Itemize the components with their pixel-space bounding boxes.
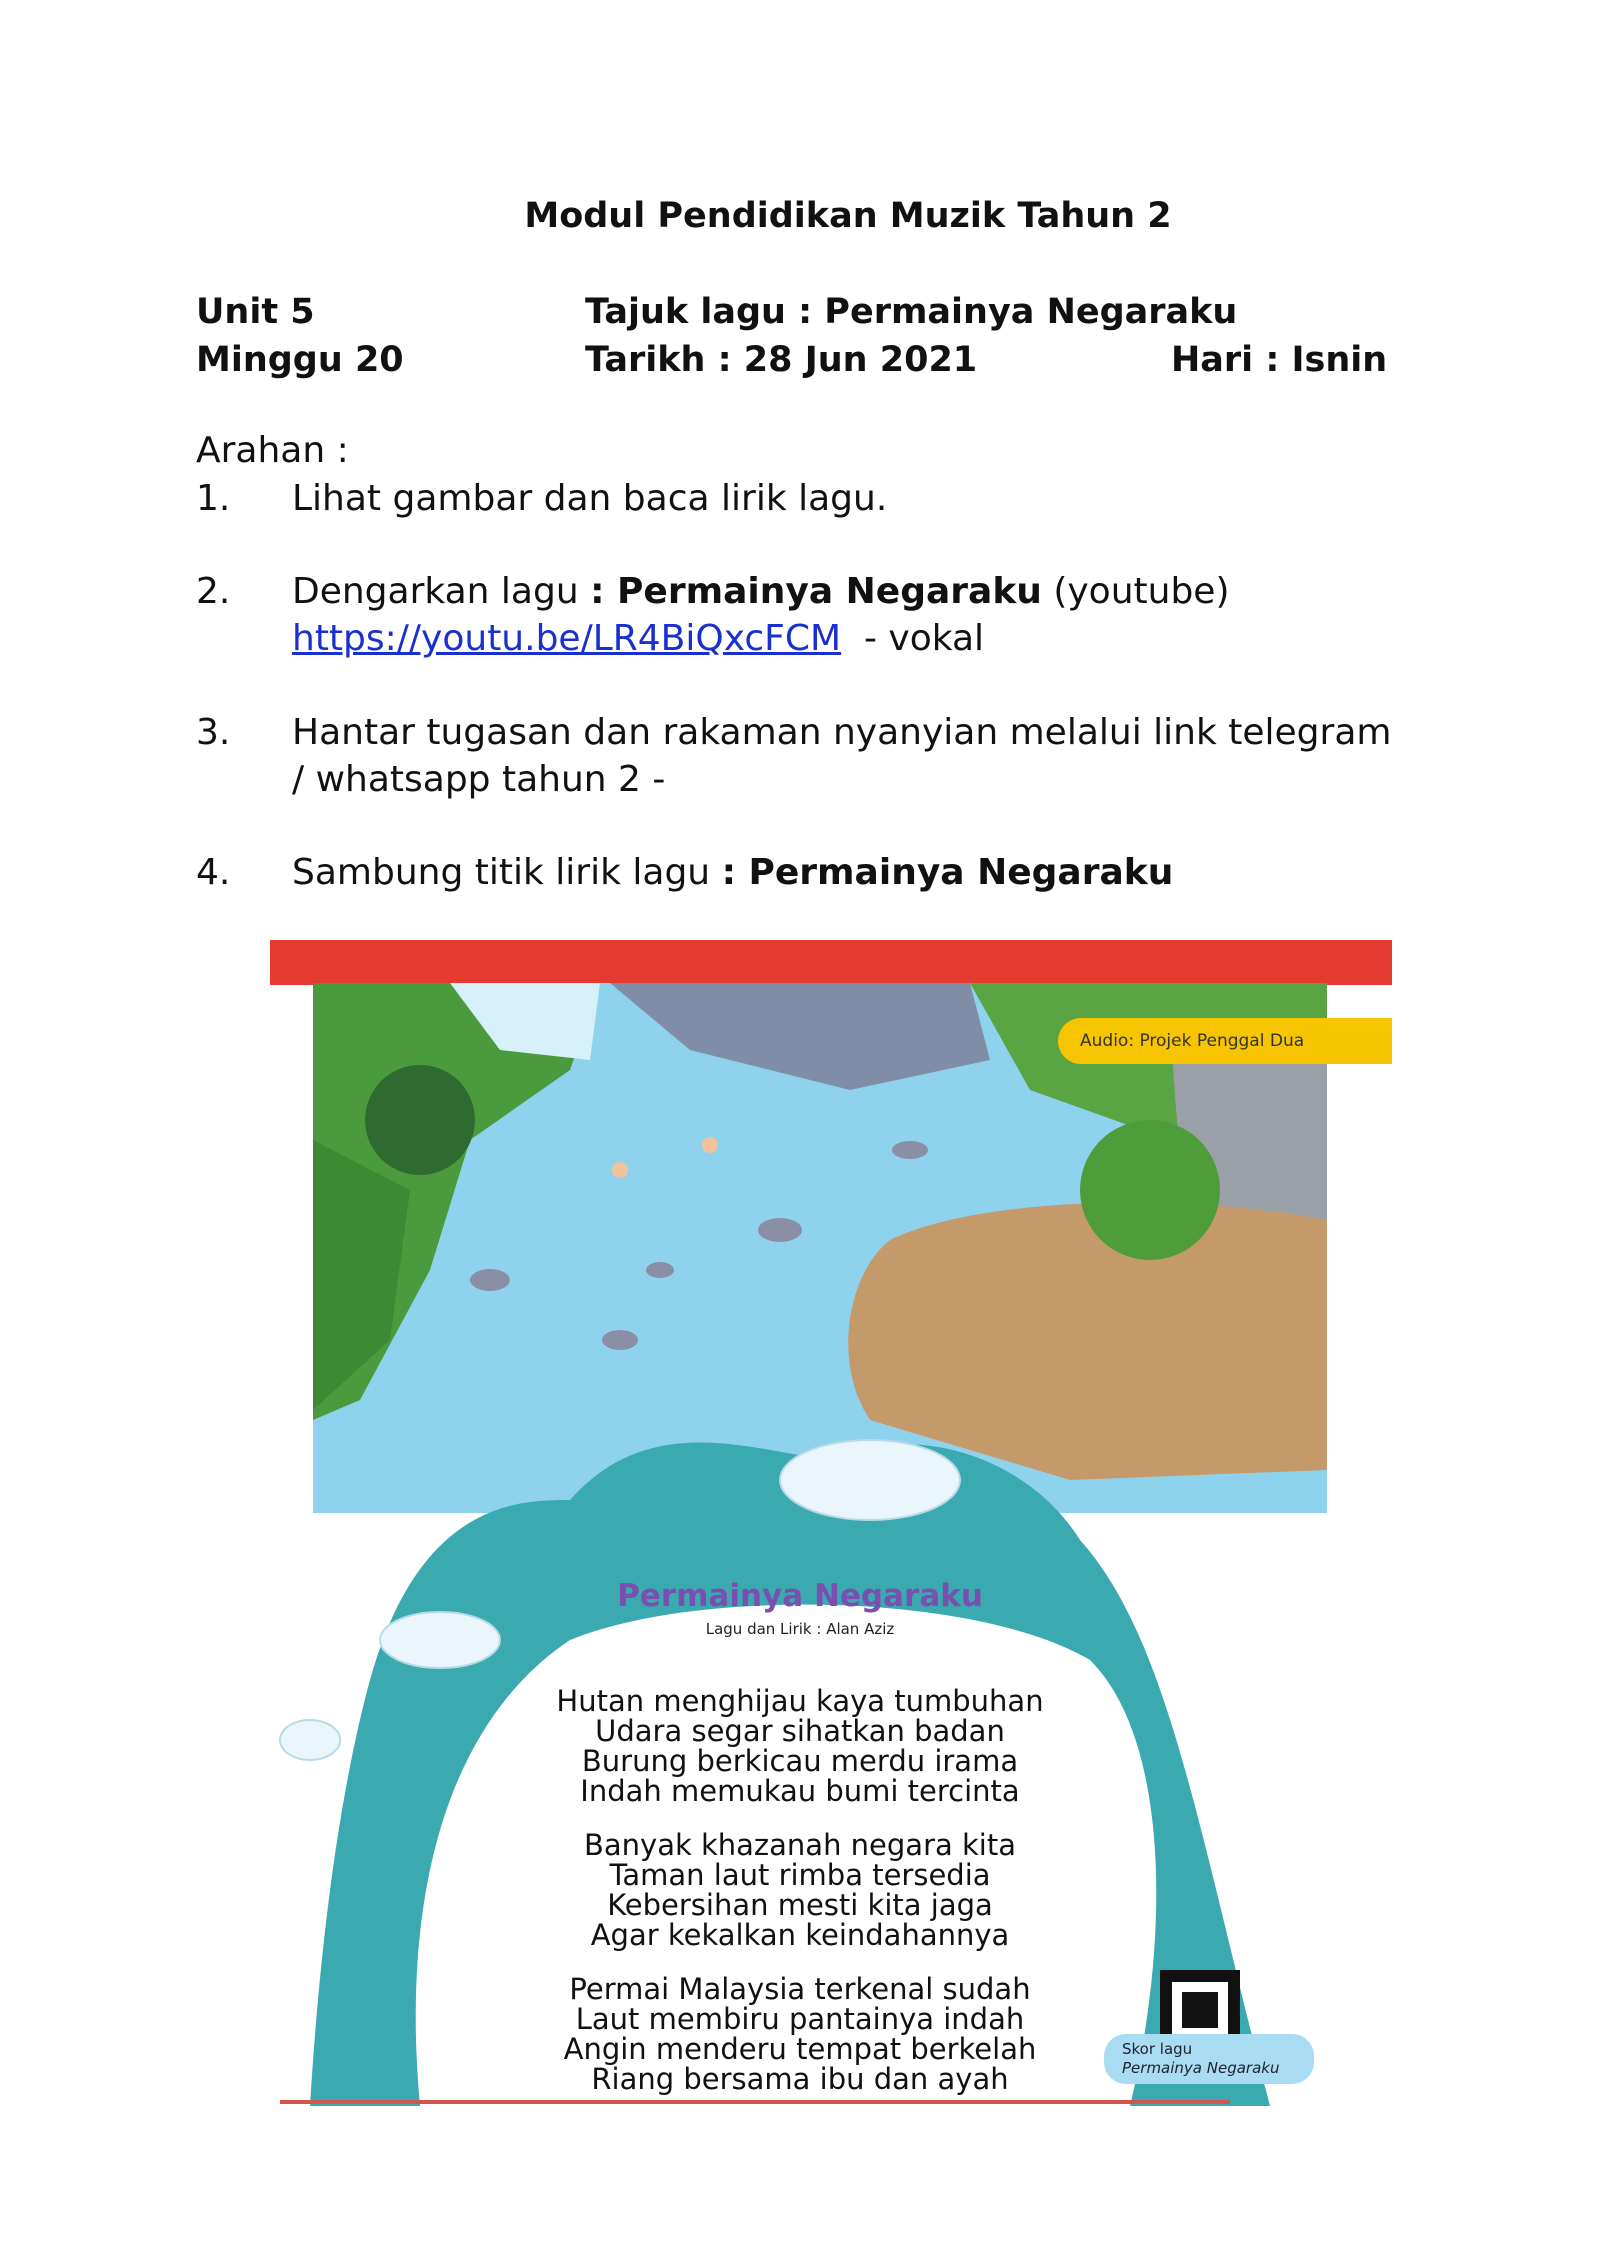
red-banner bbox=[270, 940, 1392, 985]
instruction-2 bbox=[292, 571, 1230, 612]
instruction-text: Sambung titik lirik lagu bbox=[292, 852, 722, 893]
score-label: Skor lagu bbox=[1122, 2040, 1193, 2058]
instruction-1: Lihat gambar dan baca lirik lagu. bbox=[292, 478, 888, 519]
instruction-song: : Permainya Negaraku bbox=[721, 852, 1174, 893]
instruction-song: : Permainya Negaraku bbox=[590, 571, 1042, 612]
unit-label: Unit 5 bbox=[196, 292, 315, 332]
song-title-label: Tajuk lagu : Permainya Negaraku bbox=[585, 292, 1238, 332]
score-song: Permainya Negaraku bbox=[1122, 2059, 1280, 2077]
verse-1 bbox=[0, 1686, 1600, 1806]
instruction-text: Dengarkan lagu bbox=[292, 571, 591, 612]
instruction-3: Hantar tugasan dan rakaman nyanyian melalui link telegram bbox=[292, 712, 1392, 753]
item-number: 4. bbox=[196, 852, 231, 893]
verse-3 bbox=[0, 1974, 1600, 2094]
lyrics-song-title: Permainya Negaraku bbox=[617, 1578, 983, 1614]
verse-2 bbox=[0, 1830, 1600, 1950]
score-badge bbox=[1104, 2034, 1314, 2084]
audio-credit-badge: Audio: Projek Penggal Dua bbox=[1058, 1018, 1392, 1064]
lyric-line: Burung berkicau merdu irama bbox=[581, 1744, 1019, 1778]
day-label: Hari : Isnin bbox=[1171, 340, 1388, 380]
lyric-line: Riang bersama ibu dan ayah bbox=[591, 2062, 1009, 2096]
lyric-line: Kebersihan mesti kita jaga bbox=[607, 1888, 993, 1922]
lyric-line: Agar kekalkan keindahannya bbox=[590, 1918, 1010, 1952]
instruction-text: (youtube) bbox=[1041, 571, 1230, 612]
date-label: Tarikh : 28 Jun 2021 bbox=[585, 340, 978, 380]
lyric-line: Taman laut rimba tersedia bbox=[609, 1858, 991, 1892]
lyrics-credit: Lagu dan Lirik : Alan Aziz bbox=[705, 1620, 895, 1638]
instruction-3-cont: / whatsapp tahun 2 - bbox=[292, 759, 666, 800]
lyric-line: Laut membiru pantainya indah bbox=[575, 2002, 1025, 2036]
link-suffix: - vokal bbox=[841, 618, 985, 659]
instruction-4 bbox=[292, 852, 1173, 893]
lyric-line: Permai Malaysia terkenal sudah bbox=[569, 1972, 1031, 2006]
lyric-line: Banyak khazanah negara kita bbox=[584, 1828, 1016, 1862]
lyric-line: Indah memukau bumi tercinta bbox=[580, 1774, 1020, 1808]
lyric-line: Udara segar sihatkan badan bbox=[595, 1714, 1005, 1748]
item-number: 3. bbox=[196, 712, 231, 753]
item-number: 1. bbox=[196, 478, 231, 519]
page-title: Modul Pendidikan Muzik Tahun 2 bbox=[524, 196, 1172, 236]
lyric-line: Hutan menghijau kaya tumbuhan bbox=[556, 1684, 1044, 1718]
instructions-heading: Arahan : bbox=[196, 430, 349, 471]
lyric-line: Angin menderu tempat berkelah bbox=[563, 2032, 1037, 2066]
week-label: Minggu 20 bbox=[196, 340, 404, 380]
item-number: 2. bbox=[196, 571, 231, 612]
youtube-link[interactable]: https://youtu.be/LR4BiQxcFCM bbox=[292, 618, 842, 659]
